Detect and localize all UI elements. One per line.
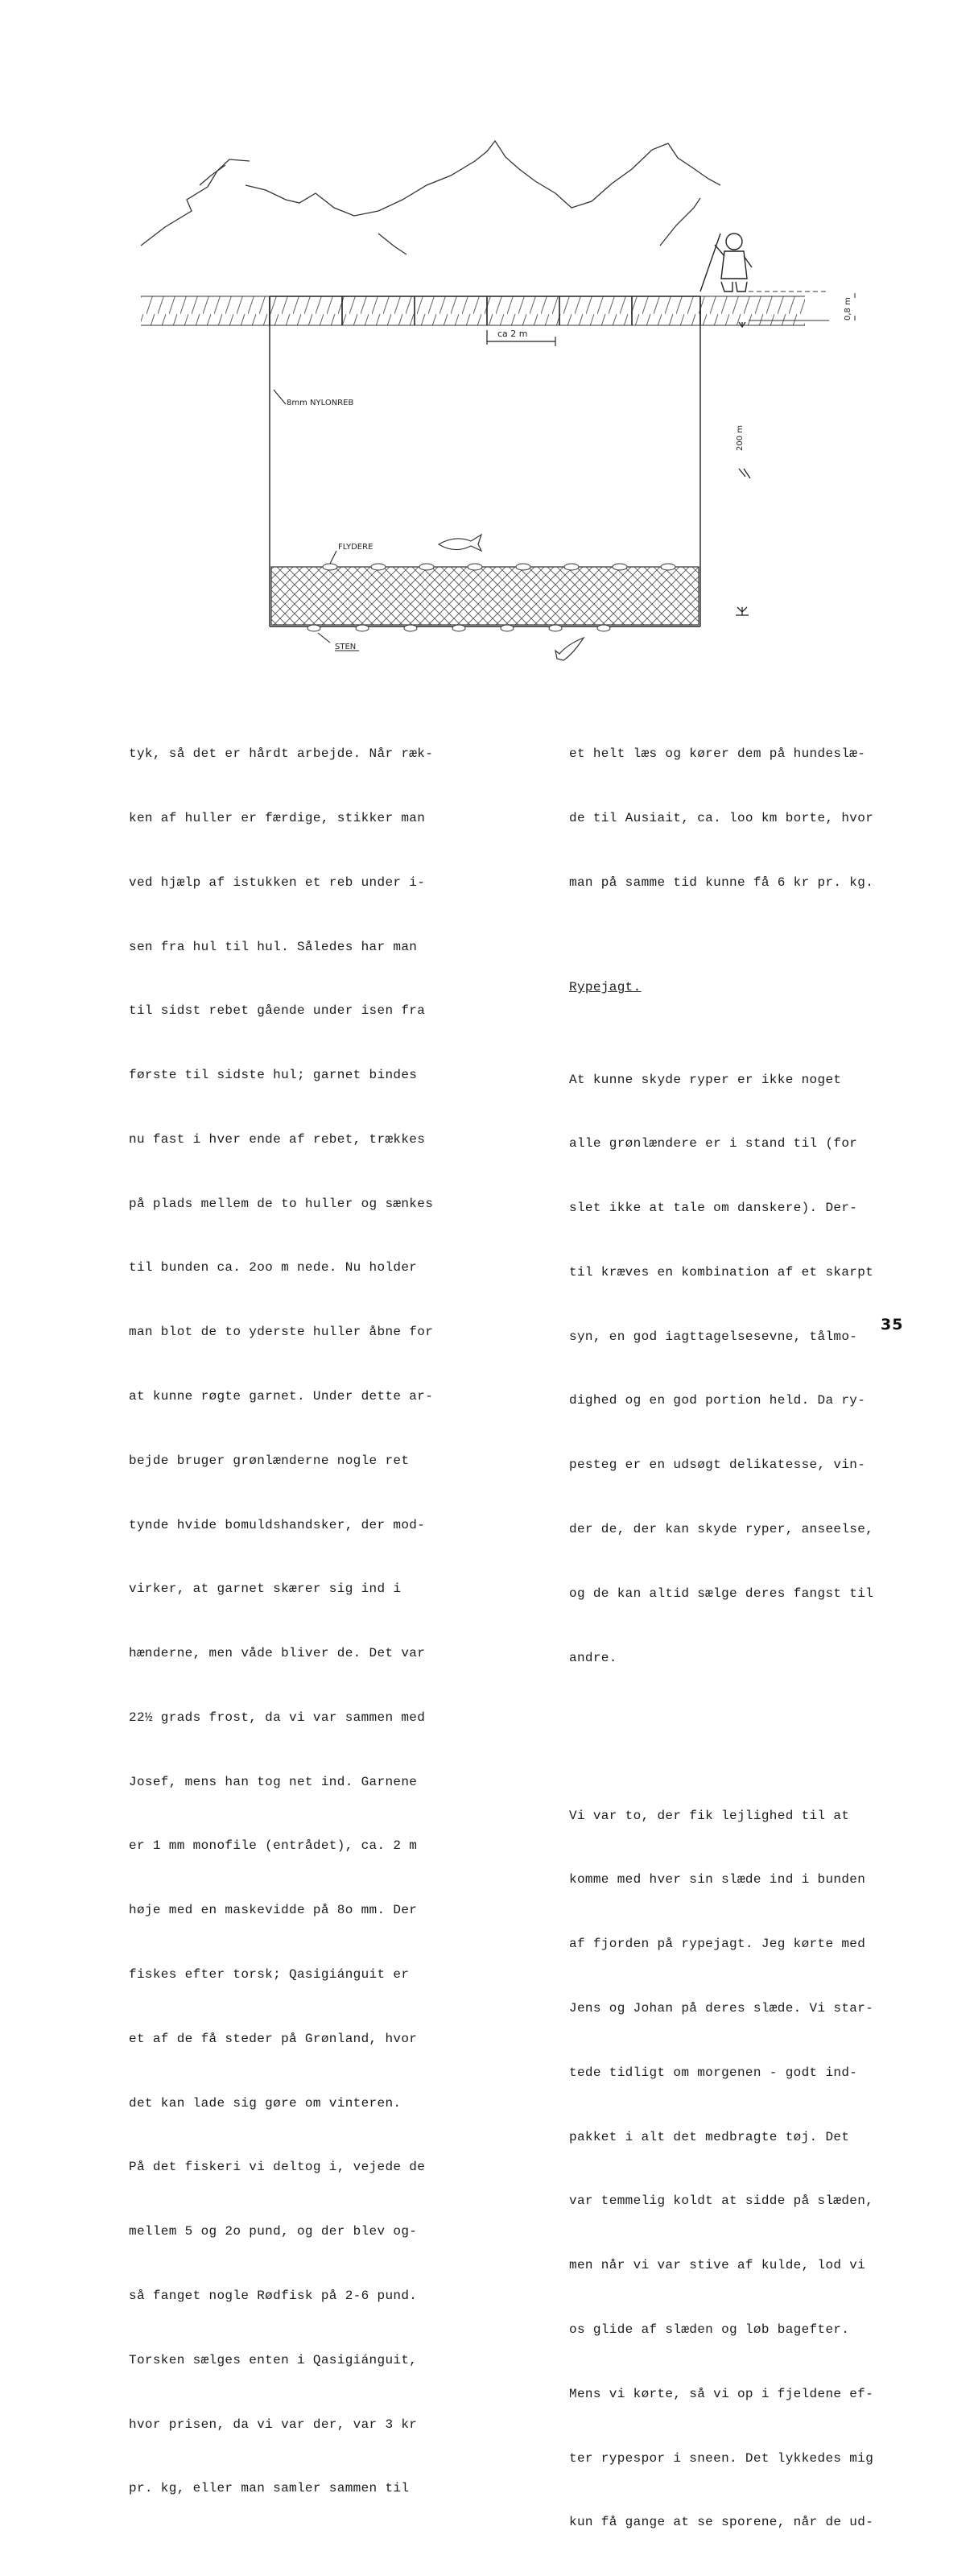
text-line: tede tidligt om morgenen - godt ind-	[569, 2065, 858, 2080]
text-line: første til sidste hul; garnet bindes	[129, 1068, 418, 1083]
spacing-label: ca 2 m	[497, 329, 528, 339]
text-line: kun få gange at se sporene, når de ud-	[569, 2515, 874, 2530]
text-line: tyk, så det er hårdt arbejde. Når ræk-	[129, 746, 434, 762]
paragraph-gap	[569, 1733, 907, 1741]
text-line: men når vi var stive af kulde, lod vi	[569, 2258, 866, 2273]
diagram-svg	[0, 0, 978, 676]
text-line: På det fiskeri vi deltog i, vejede de	[129, 2160, 426, 2175]
text-line: de til Ausiait, ca. loo km borte, hvor	[569, 810, 874, 825]
text-line: dighed og en god portion held. Da ry-	[569, 1393, 866, 1408]
text-line: til bunden ca. 2oo m nede. Nu holder	[129, 1260, 418, 1276]
ice-thickness-label: 0,8 m	[844, 297, 852, 320]
text-line: at kunne røgte garnet. Under dette ar-	[129, 1389, 434, 1404]
stones-label: STEN	[335, 643, 357, 651]
text-line: der de, der kan skyde ryper, anseelse,	[569, 1521, 874, 1536]
text-line: tynde hvide bomuldshandsker, der mod-	[129, 1517, 426, 1532]
text-line: et af de få steder på Grønland, hvor	[129, 2031, 418, 2046]
text-line: andre.	[569, 1650, 617, 1665]
rope-leader	[274, 390, 286, 404]
text-line: pakket i alt det medbragte tøj. Det	[569, 2129, 850, 2144]
stones-row	[307, 625, 610, 631]
text-line: Vi var to, der fik lejlighed til at	[569, 1808, 850, 1823]
text-line: mellem 5 og 2o pund, og der blev og-	[129, 2224, 418, 2239]
text-line: pr. kg, eller man samler sammen til	[129, 2481, 410, 2496]
text-line: til kræves en kombination af et skarpt	[569, 1264, 874, 1280]
text-line: komme med hver sin slæde ind i bunden	[569, 1872, 866, 1888]
mountain-sketch	[141, 141, 720, 254]
text-line: ken af huller er færdige, stikker man	[129, 810, 426, 825]
text-line: fiskes efter torsk; Qasigiánguit er	[129, 1967, 410, 1983]
text-line: slet ikke at tale om danskere). Der-	[569, 1201, 858, 1216]
text-line: bejde bruger grønlænderne nogle ret	[129, 1453, 410, 1468]
depth-markers	[736, 322, 750, 615]
text-line: så fanget nogle Rødfisk på 2-6 pund.	[129, 2288, 418, 2303]
floats-label: FLYDERE	[338, 543, 373, 552]
text-line: af fjorden på rypejagt. Jeg kørte med	[569, 1937, 866, 1952]
right-column	[569, 701, 907, 2576]
text-line: sen fra hul til hul. Således har man	[129, 939, 418, 954]
text-line: hvor prisen, da vi var der, var 3 kr	[129, 2417, 418, 2432]
text-line: virker, at garnet skærer sig ind i	[129, 1582, 402, 1597]
text-line: på plads mellem de to huller og sænkes	[129, 1196, 434, 1211]
text-line: Jens og Johan på deres slæde. Vi star-	[569, 2001, 874, 2016]
text-line: Mens vi kørte, så vi op i fjeldene ef-	[569, 2386, 874, 2401]
text-line: syn, en god iagttagelsesevne, tålmo-	[569, 1329, 858, 1344]
text-line: man på samme tid kunne få 6 kr pr. kg.	[569, 875, 874, 890]
text-line: Torsken sælges enten i Qasigiánguit,	[129, 2352, 418, 2367]
text-line: os glide af slæden og løb bagefter.	[569, 2322, 850, 2337]
rope-label: 8mm NYLONREB	[287, 399, 354, 407]
text-line: 22½ grads frost, da vi var sammen med	[129, 1710, 426, 1725]
text-line: høje med en maskevidde på 8o mm. Der	[129, 1903, 418, 1918]
page-number: 35	[881, 1316, 904, 1333]
text-line: var temmelig koldt at sidde på slæden,	[569, 2194, 874, 2209]
text-line: et helt læs og kører dem på hundeslæ-	[569, 746, 866, 762]
text-line: Josef, mens han tog net ind. Garnene	[129, 1774, 418, 1789]
text-line: nu fast i hver ende af rebet, trækkes	[129, 1131, 426, 1147]
text-line: er 1 mm monofile (entrådet), ca. 2 m	[129, 1838, 418, 1854]
text-line: ter rypespor i sneen. Det lykkedes mig	[569, 2450, 874, 2466]
fish-icon	[439, 535, 481, 551]
ice-fishing-diagram	[0, 0, 978, 676]
text-line: hænderne, men våde bliver de. Det var	[129, 1646, 426, 1661]
left-column	[129, 701, 483, 2542]
fish-icon	[555, 638, 584, 660]
text-line: man blot de to yderste huller åbne for	[129, 1325, 434, 1340]
text-line: ved hjælp af istukken et reb under i-	[129, 875, 426, 890]
text-line: til sidst rebet gående under isen fra	[129, 1003, 426, 1019]
text-line: og de kan altid sælge deres fangst til	[569, 1586, 874, 1601]
fishing-net	[270, 567, 700, 626]
text-line: det kan lade sig gøre om vinteren.	[129, 2095, 402, 2111]
fisherman-figure	[700, 234, 752, 292]
text-line: At kunne skyde ryper er ikke noget	[569, 1072, 842, 1087]
section-heading: Rypejagt.	[569, 980, 642, 995]
text-line: pesteg er en udsøgt delikatesse, vin-	[569, 1458, 866, 1473]
depth-label: 200 m	[736, 424, 745, 451]
text-line: alle grønlændere er i stand til (for	[569, 1136, 858, 1152]
floats-leader	[330, 551, 336, 564]
